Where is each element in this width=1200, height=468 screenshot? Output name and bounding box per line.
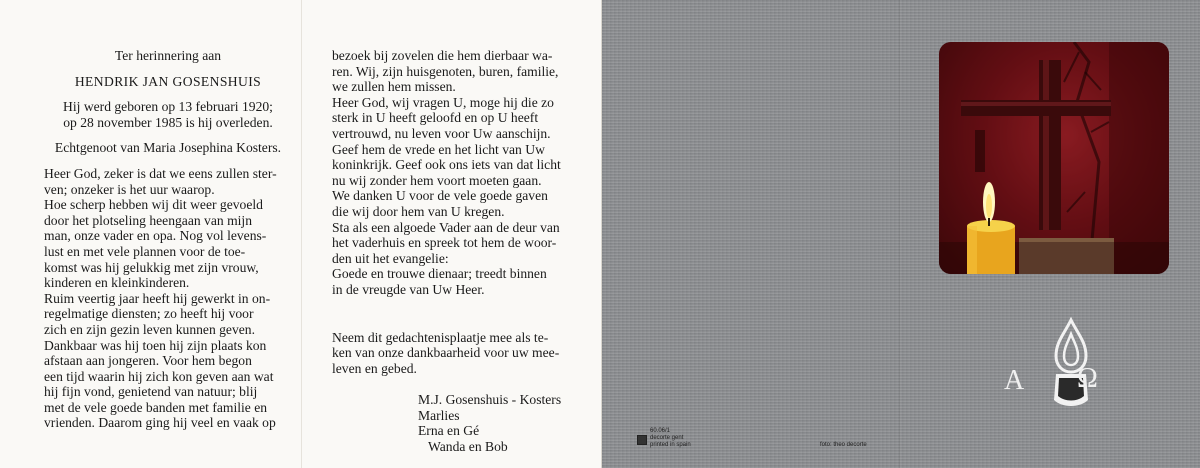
closing-line: ken van onze dankbaarheid voor uw mee-	[332, 345, 560, 361]
cover-fold-line	[899, 0, 901, 468]
body-line: regelmatige diensten; zo heeft hij voor	[44, 306, 254, 322]
body-line: komst was hij gelukkig met zijn vrouw,	[44, 259, 259, 275]
body-line: door het plotseling heengaan van mijn	[44, 212, 253, 228]
right-text-column	[332, 48, 574, 455]
body-line: ven; onzeker is het uur waarop.	[44, 181, 215, 197]
signatures	[332, 392, 574, 454]
signature-line: Wanda en Bob	[428, 439, 508, 455]
closing-text	[332, 330, 574, 377]
intro-text: Ter herinnering aan	[114, 48, 222, 63]
body-line: ren. Wij, zijn huisgenoten, buren, familie,	[332, 63, 559, 79]
body-line: Sta als een algoede Vader aan de deur van	[332, 219, 560, 235]
body-line: vrienden. Daarom ging hij veel en vaak op	[44, 415, 276, 431]
body-line: afstaan aan jongeren. Voor hem begon	[44, 353, 252, 369]
signature-line: M.J. Gosenshuis - Kosters	[418, 392, 562, 408]
signature-line: Erna en Gé	[418, 423, 480, 439]
card-fold-line	[301, 0, 302, 468]
body-line: bezoek bij zovelen die hem dierbaar wa-	[332, 48, 553, 63]
photo-illustration	[939, 42, 1169, 274]
body-line: lust en met vele plannen voor de toe-	[44, 243, 246, 259]
body-line: Geef hem de vrede en het licht van Uw	[332, 141, 545, 157]
left-body-text	[44, 166, 292, 431]
printer-name: decorte gent	[650, 435, 684, 441]
body-line: we zullen hem missen.	[332, 79, 456, 95]
body-line: Heer God, zeker is dat we eens zullen ster-	[44, 165, 277, 181]
candle-emblem-icon	[1030, 316, 1112, 416]
body-line: Heer God, wij vragen U, moge hij die zo	[332, 94, 554, 110]
alpha-symbol: Α	[1004, 365, 1025, 396]
body-line: vertrouwd, nu leven voor Uw aanschijn.	[332, 125, 551, 141]
photo-credit: foto: theo decorte	[820, 442, 867, 448]
cross-candle-photo	[939, 42, 1169, 274]
body-line: een tijd waarin hij zich kon geven aan wat	[44, 368, 274, 384]
body-line: man, onze vader en opa. Nog vol levens-	[44, 228, 267, 244]
product-code: 60.06/1	[650, 428, 671, 434]
death-text: op 28 november 1985 is hij overleden.	[63, 114, 273, 130]
body-line: We danken U voor de vele goede gaven	[332, 188, 548, 204]
body-line: Dankbaar was hij toen hij zijn plaats kon	[44, 337, 267, 353]
body-line: hij fijn vond, genietend van natuur; blij	[44, 384, 258, 400]
right-body-text	[332, 48, 574, 298]
body-line: met de vele goede banden met familie en	[44, 399, 268, 415]
body-line: Hoe scherp hebben wij dit weer gevoeld	[44, 197, 263, 213]
body-line: kinderen en kleinkinderen.	[44, 275, 190, 291]
printer-origin: printed in spain	[650, 442, 691, 448]
closing-line: leven en gebed.	[332, 360, 417, 376]
spouse-text: Echtgenoot van Maria Josephina Kosters.	[54, 140, 282, 156]
body-line: zich en zijn gezin leven kunnen geven.	[44, 321, 255, 337]
body-line: het vaderhuis en spreek tot hem de woor-	[332, 235, 557, 251]
birth-text: Hij werd geboren op 13 februari 1920;	[63, 99, 273, 115]
left-text-column	[44, 48, 292, 431]
signature-line: Marlies	[418, 407, 460, 423]
body-line: sterk in U heeft geloofd en op U heeft	[332, 110, 539, 126]
closing-line: Neem dit gedachtenisplaatje mee als te-	[332, 329, 549, 345]
body-line: die wij door hem van U kregen.	[332, 203, 505, 219]
omega-symbol: Ω	[1077, 363, 1098, 394]
body-line: nu wij zonder hem voort moeten gaan.	[332, 172, 542, 188]
body-line: den uit het evangelie:	[332, 250, 449, 266]
body-line: Goede en trouwe dienaar; treedt binnen	[332, 266, 547, 282]
body-line: Ruim veertig jaar heeft hij gewerkt in on-	[44, 290, 271, 306]
body-line: koninkrijk. Geef ook ons iets van dat licht	[332, 157, 561, 173]
body-line: in de vreugde van Uw Heer.	[332, 281, 485, 297]
printer-logo-icon	[637, 435, 647, 445]
deceased-name: HENDRIK JAN GOSENSHUIS	[74, 73, 262, 89]
